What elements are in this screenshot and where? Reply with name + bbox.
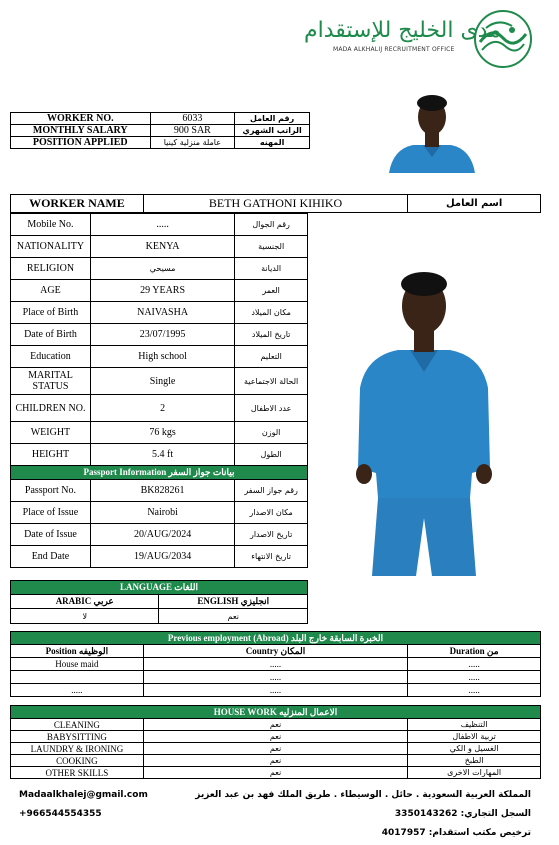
employment-position: ..... [11,684,144,697]
detail-label-ar: العمر [235,280,308,302]
detail-row [11,258,308,280]
worker-name-label-ar: اسم العامل [408,195,541,213]
summary-table [10,112,310,149]
employment-duration: ..... [408,671,541,684]
passport-row [11,546,308,568]
passport-label: End Date [11,546,91,568]
worker-name-value: BETH GATHONI KIHIKO [143,195,407,213]
house-work-row [11,767,541,779]
detail-row [11,444,308,466]
company-logo-icon [472,8,534,70]
passport-value: Nairobi [90,502,234,524]
summary-label-ar: المهنه [235,137,310,149]
house-work-label-ar: تربية الاطفال [408,731,541,743]
house-work-value: نعم [143,755,407,767]
detail-label-ar: الحالة الاجتماعية [235,368,308,395]
detail-label-ar: تاريخ الميلاد [235,324,308,346]
passport-label: Place of Issue [11,502,91,524]
house-work-label-ar: الطبخ [408,755,541,767]
house-work-label: COOKING [11,755,144,767]
summary-label-ar: رقم العامل [235,113,310,125]
detail-label: WEIGHT [11,422,91,444]
house-work-label: BABYSITTING [11,731,144,743]
detail-label: HEIGHT [11,444,91,466]
passport-row [11,480,308,502]
footer-cr: السجل التجاري: 3350143262 [394,809,531,819]
house-work-label: LAUNDRY & IRONING [11,743,144,755]
house-work-label: CLEANING [11,719,144,731]
footer-email: Madaalkhalej@gmail.com [19,790,148,800]
detail-label-ar: مكان الميلاد [235,302,308,324]
summary-row [11,125,310,137]
detail-row [11,422,308,444]
language-table [10,580,308,624]
employment-row [11,671,541,684]
house-work-row [11,719,541,731]
detail-label-ar: التعليم [235,346,308,368]
detail-label: Education [11,346,91,368]
employment-country: ..... [143,684,407,697]
detail-value: مسيحي [90,258,234,280]
passport-title: Passport Information بيانات جواز السفر [11,466,308,480]
company-name-arabic: مدى الخليج للإستقدام [304,18,501,43]
detail-value: KENYA [90,236,234,258]
detail-label: CHILDREN NO. [11,395,91,422]
detail-value: NAIVASHA [90,302,234,324]
footer-contact [19,786,148,824]
house-work-title: HOUSE WORK الاعمال المنزليه [11,706,541,719]
detail-label-ar: الديانة [235,258,308,280]
summary-row [11,113,310,125]
detail-label: MARITAL STATUS [11,368,91,395]
footer-license: ترخيص مكتب استقدام: 4017957 [381,828,531,838]
worker-name-label: WORKER NAME [11,195,144,213]
detail-label: AGE [11,280,91,302]
passport-label-ar: رقم جواز السفر [235,480,308,502]
language-english-value: نعم [159,609,308,624]
employment-country: ..... [143,658,407,671]
passport-label: Date of Issue [11,524,91,546]
summary-label: POSITION APPLIED [11,137,151,149]
detail-label: Mobile No. [11,214,91,236]
footer-address-ar: المملكة العربية السعودية . حائل . الوسيطاء . طريق الملك فهد بن عبد العزيز [195,790,531,800]
detail-row [11,236,308,258]
detail-label: Date of Birth [11,324,91,346]
col-duration-header: Duration من [408,645,541,658]
language-arabic-label: ARABIC عربي [11,595,159,609]
detail-row [11,280,308,302]
employment-row [11,658,541,671]
employment-position: House maid [11,658,144,671]
detail-label-ar: رقم الجوال [235,214,308,236]
detail-row [11,368,308,395]
house-work-value: نعم [143,719,407,731]
summary-label-ar: الراتب الشهري [235,125,310,137]
detail-value: 76 kgs [90,422,234,444]
summary-value: عاملة منزلية كينيا [150,137,235,149]
passport-value: BK828261 [90,480,234,502]
house-work-label-ar: التنظيف [408,719,541,731]
house-work-value: نعم [143,767,407,779]
house-work-label-ar: المهارات الاخرى [408,767,541,779]
passport-value: 19/AUG/2034 [90,546,234,568]
detail-value: 2 [90,395,234,422]
summary-value: 900 SAR [150,125,235,137]
detail-label-ar: عدد الاطفال [235,395,308,422]
employment-row [11,684,541,697]
house-work-row [11,731,541,743]
summary-label: WORKER NO. [11,113,151,125]
detail-label-ar: الوزن [235,422,308,444]
passport-row [11,524,308,546]
house-work-value: نعم [143,743,407,755]
passport-value: 20/AUG/2024 [90,524,234,546]
detail-row [11,346,308,368]
passport-label-ar: تاريخ الاصدار [235,524,308,546]
detail-label-ar: الجنسية [235,236,308,258]
passport-label-ar: مكان الاصدار [235,502,308,524]
detail-value: Single [90,368,234,395]
worker-photo-full [340,268,508,578]
detail-label: Place of Birth [11,302,91,324]
passport-label-ar: تاريخ الانتهاء [235,546,308,568]
company-name-english: MADA ALKHALIJ RECRUITMENT OFFICE [333,46,455,53]
footer-phone: +966544554355 [19,809,102,819]
house-work-row [11,743,541,755]
detail-value: High school [90,346,234,368]
previous-employment-table [10,631,541,697]
detail-label: RELIGION [11,258,91,280]
summary-row [11,137,310,149]
col-position-header: Position الوظيفه [11,645,144,658]
house-work-label: OTHER SKILLS [11,767,144,779]
worker-photo-small [383,93,481,173]
house-work-table [10,705,541,779]
detail-value: 5.4 ft [90,444,234,466]
detail-row [11,324,308,346]
footer-address [195,786,531,843]
house-work-label-ar: الغسيل و الكي [408,743,541,755]
detail-value: ..... [90,214,234,236]
col-country-header: Country المكان [143,645,407,658]
house-work-row [11,755,541,767]
language-arabic-value: لا [11,609,159,624]
detail-value: 29 YEARS [90,280,234,302]
employment-country: ..... [143,671,407,684]
passport-row [11,502,308,524]
worker-name-table [10,194,541,213]
summary-value: 6033 [150,113,235,125]
summary-label: MONTHLY SALARY [11,125,151,137]
details-table [10,213,308,568]
detail-row [11,302,308,324]
house-work-value: نعم [143,731,407,743]
detail-label-ar: الطول [235,444,308,466]
detail-row [11,395,308,422]
detail-value: 23/07/1995 [90,324,234,346]
detail-label: NATIONALITY [11,236,91,258]
passport-label: Passport No. [11,480,91,502]
employment-position [11,671,144,684]
employment-duration: ..... [408,684,541,697]
employment-duration: ..... [408,658,541,671]
previous-employment-title: Previous employment (Abroad) الخبرة السابقة خارج البلد [11,632,541,645]
language-title: LANGUAGE اللغات [11,581,308,595]
detail-row [11,214,308,236]
language-english-label: ENGLISH انجليزي [159,595,308,609]
